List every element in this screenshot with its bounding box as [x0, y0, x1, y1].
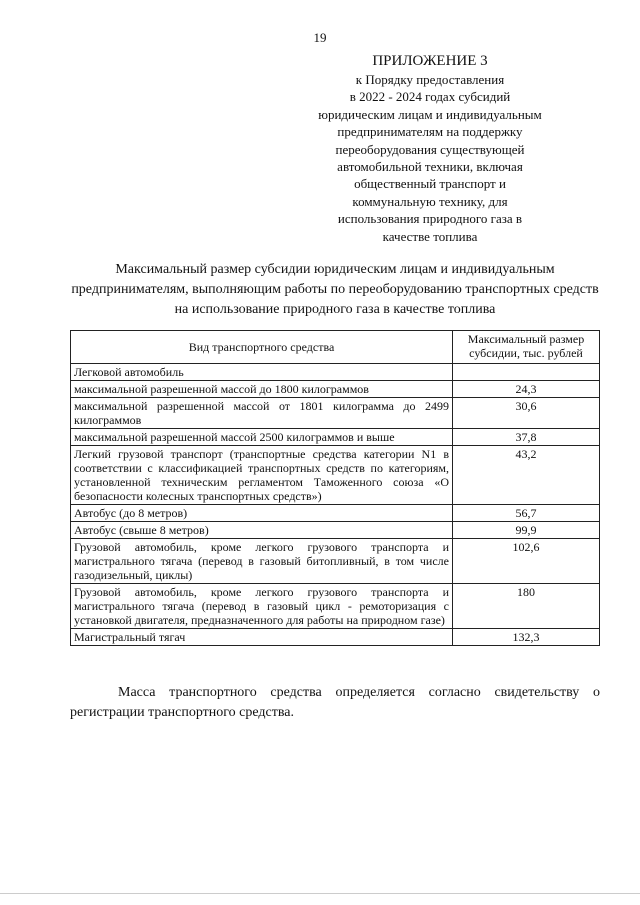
page-number: 19 [313, 30, 327, 45]
subsidy-value-cell: 132,3 [453, 629, 600, 646]
appendix-line: юридическим лицам и индивидуальным [318, 106, 542, 122]
vehicle-type-cell: Грузовой автомобиль, кроме легкого грузового транспорта и магистрального тягача (перевод в газовый цикл - ремоторизация с установкой двигателя, предназначенного для работы на природном газе) [71, 584, 453, 629]
subsidy-value-cell: 99,9 [453, 522, 600, 539]
subsidy-value-cell: 37,8 [453, 429, 600, 446]
table-row [71, 522, 600, 539]
subsidy-value-cell: 43,2 [453, 446, 600, 505]
table-row [71, 629, 600, 646]
subsidy-value-cell: 24,3 [453, 381, 600, 398]
subsidy-value-cell: 180 [453, 584, 600, 629]
appendix-line: использования природного газа в [337, 211, 523, 227]
table-header-row [71, 331, 600, 364]
table-row [71, 364, 600, 381]
vehicle-type-cell: Грузовой автомобиль, кроме легкого грузового транспорта и магистрального тягача (перевод в газовый битопливный, в том числе газодизельный, циклы) [71, 539, 453, 584]
vehicle-type-cell: максимальной разрешенной массой от 1801 килограмма до 2499 килограммов [71, 398, 453, 429]
subsidy-value-cell: 102,6 [453, 539, 600, 584]
appendix-line: переоборудования существующей [335, 141, 525, 157]
table-row [71, 584, 600, 629]
header-max-subsidy: Максимальный размер субсидии, тыс. рублей [453, 331, 600, 364]
vehicle-type-cell: Легкий грузовой транспорт (транспортные средства категории N1 в соответствии с классификацией транспортных средств по категориям, установленной техническим регламентом Таможенного союза «О безопасности колесных транспортных средств») [71, 446, 453, 505]
vehicle-type-cell: Автобус (свыше 8 метров) [71, 522, 453, 539]
header-vehicle-type: Вид транспортного средства [71, 331, 453, 364]
subsidy-value-cell: 30,6 [453, 398, 600, 429]
appendix-line: к Порядку предоставления [355, 72, 505, 87]
table-row [71, 446, 600, 505]
vehicle-type-cell: максимальной разрешенной массой 2500 килограммов и выше [71, 429, 453, 446]
table-title: Максимальный размер субсидии юридическим лицам и индивидуальным предпринимателям, выполняющим работы по переоборудованию транспортных средств на использование природного газа в качестве топлива [71, 262, 599, 317]
appendix-line: предпринимателям на поддержку [337, 124, 523, 140]
bottom-divider [0, 893, 640, 894]
appendix-block [280, 52, 580, 245]
vehicle-type-cell: Легковой автомобиль [71, 364, 453, 381]
appendix-line: коммунальную технику, для [352, 193, 508, 209]
table-row [71, 505, 600, 522]
vehicle-type-cell: максимальной разрешенной массой до 1800 килограммов [71, 381, 453, 398]
registration-note: Масса транспортного средства определяется согласно свидетельству о регистрации транспортного средства. [70, 685, 600, 720]
appendix-line: качестве топлива [382, 228, 478, 244]
appendix-heading: ПРИЛОЖЕНИЕ 3 [372, 53, 488, 69]
vehicle-type-cell: Магистральный тягач [71, 629, 453, 646]
vehicle-type-cell: Автобус (до 8 метров) [71, 505, 453, 522]
table-row [71, 381, 600, 398]
appendix-line: в 2022 - 2024 годах субсидий [349, 89, 511, 105]
table-row [71, 429, 600, 446]
appendix-line: автомобильной техники, включая [337, 159, 523, 175]
table-row [71, 539, 600, 584]
table-row [71, 398, 600, 429]
subsidy-table [70, 330, 600, 646]
appendix-line: общественный транспорт и [354, 176, 506, 192]
subsidy-value-cell: 56,7 [453, 505, 600, 522]
subsidy-value-cell [453, 364, 600, 381]
